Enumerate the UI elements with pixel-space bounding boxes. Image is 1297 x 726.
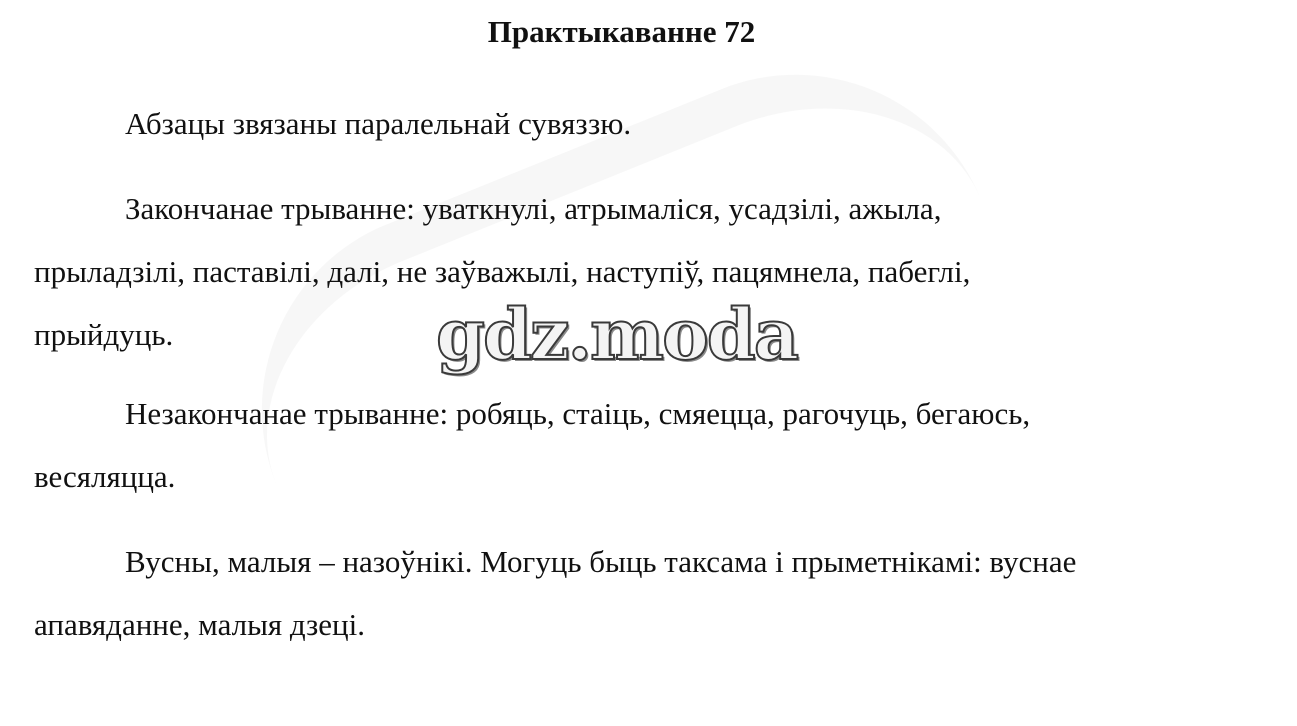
watermark-logo: gdz.moda xyxy=(436,293,798,376)
paragraph-3-line-1: Незакончанае трыванне: робяць, стаіць, смяецца, рагочуць, бегаюсь, xyxy=(125,396,1031,431)
paragraph-3 xyxy=(34,382,1224,508)
paragraph-4-line-1: Вусны, малыя – назоўнікі. Могуць быць таксама і прыметнікамі: вуснае xyxy=(125,544,1077,579)
exercise-title: Практыкаванне 72 xyxy=(487,14,756,49)
paragraph-3-line-2: весяляцца. xyxy=(34,459,176,494)
paragraph-1 xyxy=(34,92,1224,155)
paragraph-4-line-2: апавяданне, малыя дзеці. xyxy=(34,607,366,642)
paragraph-2-line-2: прыладзілі, паставілі, далі, не заўважылі, наступіў, пацямнела, пабеглі, xyxy=(34,254,971,289)
paragraph-2-line-1: Закончанае трыванне: уваткнулі, атрымаліся, усадзілі, ажыла, xyxy=(125,191,942,226)
paragraph-1-line-1: Абзацы звязаны паралельнай сувяззю. xyxy=(125,106,632,141)
paragraph-2-line-3: прыйдуць. xyxy=(34,317,174,352)
paragraph-4 xyxy=(34,530,1224,656)
